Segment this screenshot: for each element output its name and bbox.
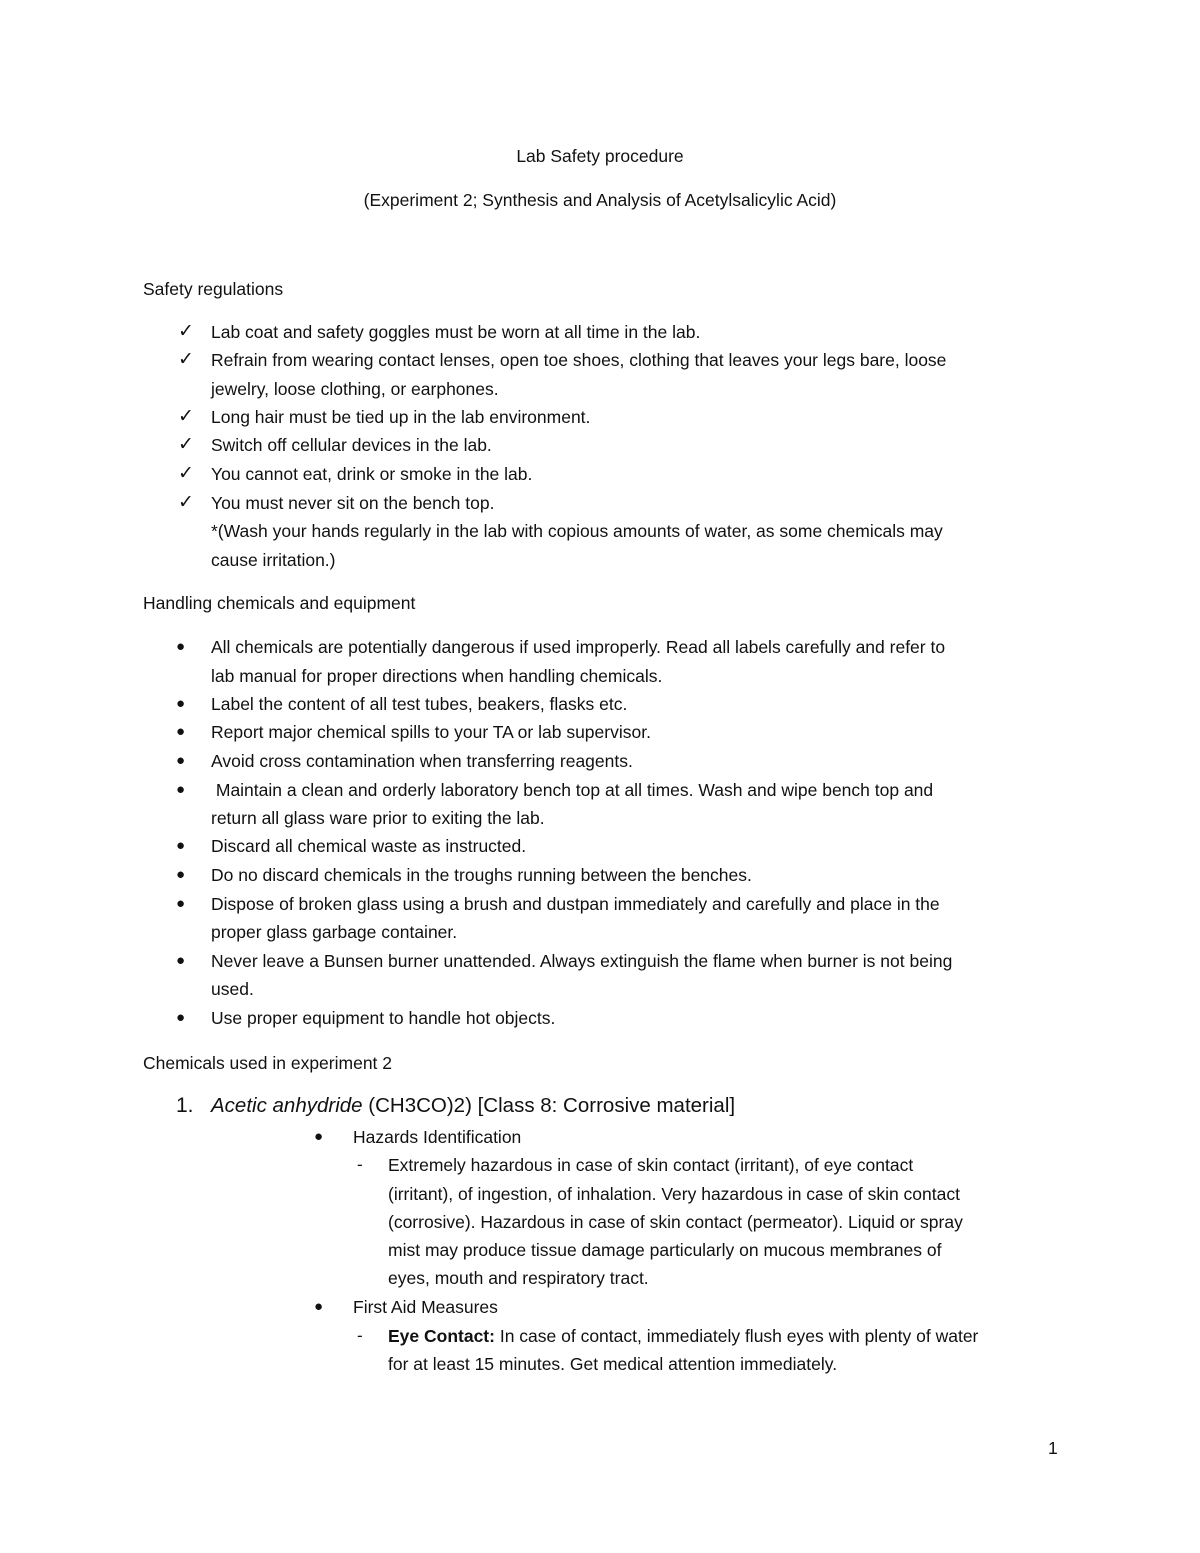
checkmark-icon: ✓	[178, 321, 194, 342]
bullet-icon: ●	[176, 695, 186, 712]
list-item: Refrain from wearing contact lenses, open toe shoes, clothing that leaves your legs bare, loose	[211, 350, 947, 370]
checkmark-icon: ✓	[178, 349, 194, 370]
chemical-name: Acetic anhydride	[211, 1094, 363, 1117]
eye-contact-label: Eye Contact:	[388, 1326, 495, 1346]
list-item: You cannot eat, drink or smoke in the lab.	[211, 464, 533, 484]
checkmark-icon: ✓	[178, 463, 194, 484]
list-item: Label the content of all test tubes, beakers, flasks etc.	[211, 694, 628, 714]
doc-subtitle: (Experiment 2; Synthesis and Analysis of Acetylsalicylic Acid)	[363, 190, 837, 210]
safety-note: *(Wash your hands regularly in the lab with copious amounts of water, as some chemicals may	[211, 521, 943, 541]
bullet-icon: ●	[176, 866, 186, 883]
list-item: Avoid cross contamination when transferring reagents.	[211, 751, 633, 771]
subsection-heading-hazards: Hazards Identification	[353, 1127, 522, 1147]
checkmark-icon: ✓	[178, 406, 194, 427]
first-aid-text-continuation: for at least 15 minutes. Get medical attention immediately.	[388, 1354, 838, 1374]
list-item-continuation: used.	[211, 979, 254, 999]
chemical-title	[211, 1092, 735, 1120]
subsection-heading-first-aid: First Aid Measures	[353, 1297, 498, 1317]
chemical-formula: (CH3CO)2)	[362, 1094, 478, 1117]
hazard-text: eyes, mouth and respiratory tract.	[388, 1268, 649, 1288]
eye-contact-text: In case of contact, immediately flush eyes with plenty of water	[494, 1326, 979, 1346]
bullet-icon: ●	[176, 952, 186, 969]
section-heading-chemicals: Chemicals used in experiment 2	[143, 1053, 393, 1073]
dash-icon: -	[357, 1155, 363, 1174]
list-item: Switch off cellular devices in the lab.	[211, 435, 492, 455]
page-number: 1	[1048, 1438, 1058, 1458]
list-item-continuation: lab manual for proper directions when handling chemicals.	[211, 666, 663, 686]
bullet-icon: ●	[314, 1298, 324, 1315]
list-item: Maintain a clean and orderly laboratory bench top at all times. Wash and wipe bench top and	[211, 780, 934, 800]
list-item: Dispose of broken glass using a brush and dustpan immediately and carefully and place in the	[211, 894, 940, 914]
list-item: Lab coat and safety goggles must be worn at all time in the lab.	[211, 322, 701, 342]
list-item-continuation: proper glass garbage container.	[211, 922, 458, 942]
list-item: All chemicals are potentially dangerous if used improperly. Read all labels carefully and refer to	[211, 637, 946, 657]
section-heading-handling: Handling chemicals and equipment	[143, 593, 416, 613]
hazard-text: mist may produce tissue damage particularly on mucous membranes of	[388, 1240, 942, 1260]
list-item: Never leave a Bunsen burner unattended. Always extinguish the flame when burner is not being	[211, 951, 953, 971]
list-item: Report major chemical spills to your TA or lab supervisor.	[211, 722, 651, 742]
list-item-continuation: jewelry, loose clothing, or earphones.	[211, 379, 499, 399]
list-item: Do no discard chemicals in the troughs running between the benches.	[211, 865, 752, 885]
list-item: Discard all chemical waste as instructed.	[211, 836, 527, 856]
bullet-icon: ●	[176, 752, 186, 769]
hazard-text: Extremely hazardous in case of skin contact (irritant), of eye contact	[388, 1155, 914, 1175]
safety-note-continuation: cause irritation.)	[211, 550, 336, 570]
bullet-icon: ●	[176, 1009, 186, 1026]
bullet-icon: ●	[176, 837, 186, 854]
bullet-icon: ●	[314, 1128, 324, 1145]
bullet-icon: ●	[176, 723, 186, 740]
list-item-continuation: return all glass ware prior to exiting the lab.	[211, 808, 545, 828]
checkmark-icon: ✓	[178, 434, 194, 455]
bullet-icon: ●	[176, 895, 186, 912]
hazard-text: (corrosive). Hazardous in case of skin contact (permeator). Liquid or spray	[388, 1212, 963, 1232]
doc-title: Lab Safety procedure	[516, 146, 684, 166]
chemical-class: [Class 8: Corrosive material]	[477, 1094, 736, 1117]
section-heading-safety: Safety regulations	[143, 279, 284, 299]
checkmark-icon: ✓	[178, 492, 194, 513]
list-item: Long hair must be tied up in the lab environment.	[211, 407, 591, 427]
dash-icon: -	[357, 1326, 363, 1345]
item-number: 1.	[176, 1094, 194, 1117]
bullet-icon: ●	[176, 781, 186, 798]
list-item: Use proper equipment to handle hot objects.	[211, 1008, 556, 1028]
hazard-text: (irritant), of ingestion, of inhalation. Very hazardous in case of skin contact	[388, 1184, 960, 1204]
first-aid-text	[388, 1322, 978, 1350]
list-item: You must never sit on the bench top.	[211, 493, 495, 513]
bullet-icon: ●	[176, 638, 186, 655]
